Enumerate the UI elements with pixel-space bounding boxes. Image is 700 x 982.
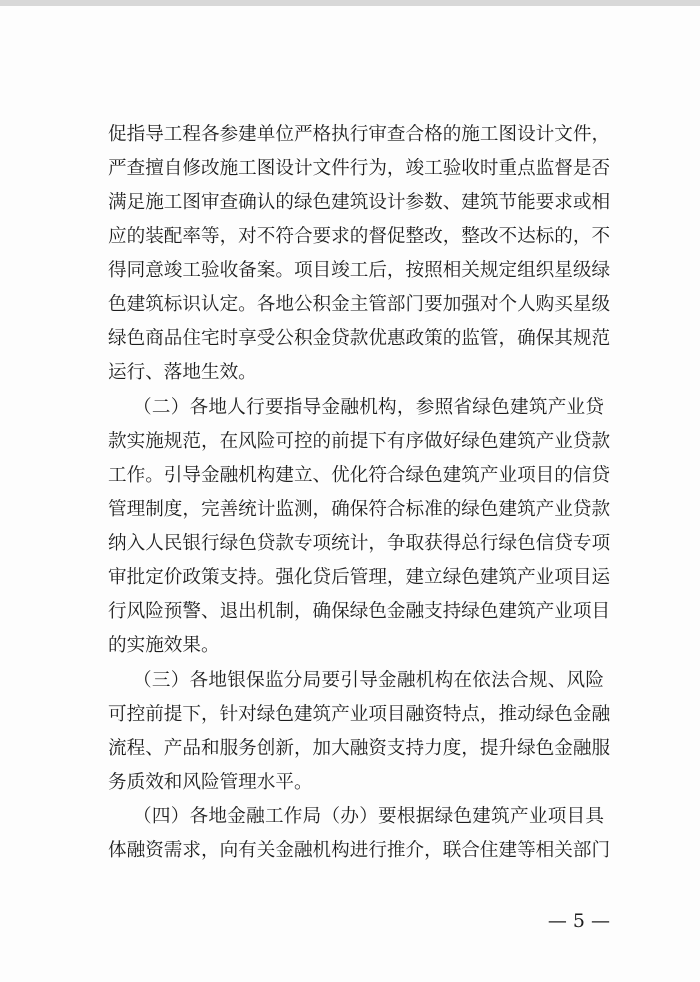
paragraph-line: 行风险预警、退出机制，确保绿色金融支持绿色建筑产业项目	[108, 601, 611, 622]
paragraph-line: 色建筑标识认定。各地公积金主管部门要加强对个人购买星级	[108, 294, 611, 315]
paragraph-line: 纳入人民银行绿色贷款专项统计，争取获得总行绿色信贷专项	[108, 533, 611, 554]
paragraph-line: 绿色商品住宅时享受公积金贷款优惠政策的监管，确保其规范	[108, 328, 611, 349]
paragraph-first-line: （三）各地银保监分局要引导金融机构在依法合规、风险	[133, 670, 604, 691]
paragraph-line: 应的装配率等，对不符合要求的督促整改，整改不达标的，不	[108, 226, 611, 247]
paragraph-first-line: （二）各地人行要指导金融机构，参照省绿色建筑产业贷	[133, 397, 604, 418]
paragraph-line: 工作。引导金融机构建立、优化符合绿色建筑产业项目的信贷	[108, 465, 611, 486]
paragraph-line: 满足施工图审查确认的绿色建筑设计参数、建筑节能要求或相	[108, 192, 611, 213]
paragraph-line: 的实施效果。	[108, 635, 220, 656]
page-number: — 5 —	[547, 910, 610, 932]
paragraph-line: 审批定价政策支持。强化贷后管理，建立绿色建筑产业项目运	[108, 567, 611, 588]
paragraph-line: 管理制度，完善统计监测，确保符合标准的绿色建筑产业贷款	[108, 499, 611, 520]
paragraph-line: 得同意竣工验收备案。项目竣工后，按照相关规定组织星级绿	[108, 260, 611, 281]
paragraph-line: 可控前提下，针对绿色建筑产业项目融资特点，推动绿色金融	[108, 704, 611, 725]
paragraph-first-line: （四）各地金融工作局（办）要根据绿色建筑产业项目具	[133, 806, 604, 827]
paragraph-line: 款实施规范，在风险可控的前提下有序做好绿色建筑产业贷款	[108, 431, 611, 452]
paragraph-line: 体融资需求，向有关金融机构进行推介，联合住建等相关部门	[108, 840, 611, 861]
paragraph-line: 流程、产品和服务创新，加大融资支持力度，提升绿色金融服	[108, 738, 611, 759]
scanner-top-edge	[0, 0, 700, 6]
paragraph-line: 严查擅自修改施工图设计文件行为，竣工验收时重点监督是否	[108, 158, 611, 179]
paragraph-line: 促指导工程各参建单位严格执行审查合格的施工图设计文件，	[108, 124, 611, 145]
paragraph-line: 务质效和风险管理水平。	[108, 772, 313, 793]
paragraph-line: 运行、落地生效。	[108, 362, 257, 383]
